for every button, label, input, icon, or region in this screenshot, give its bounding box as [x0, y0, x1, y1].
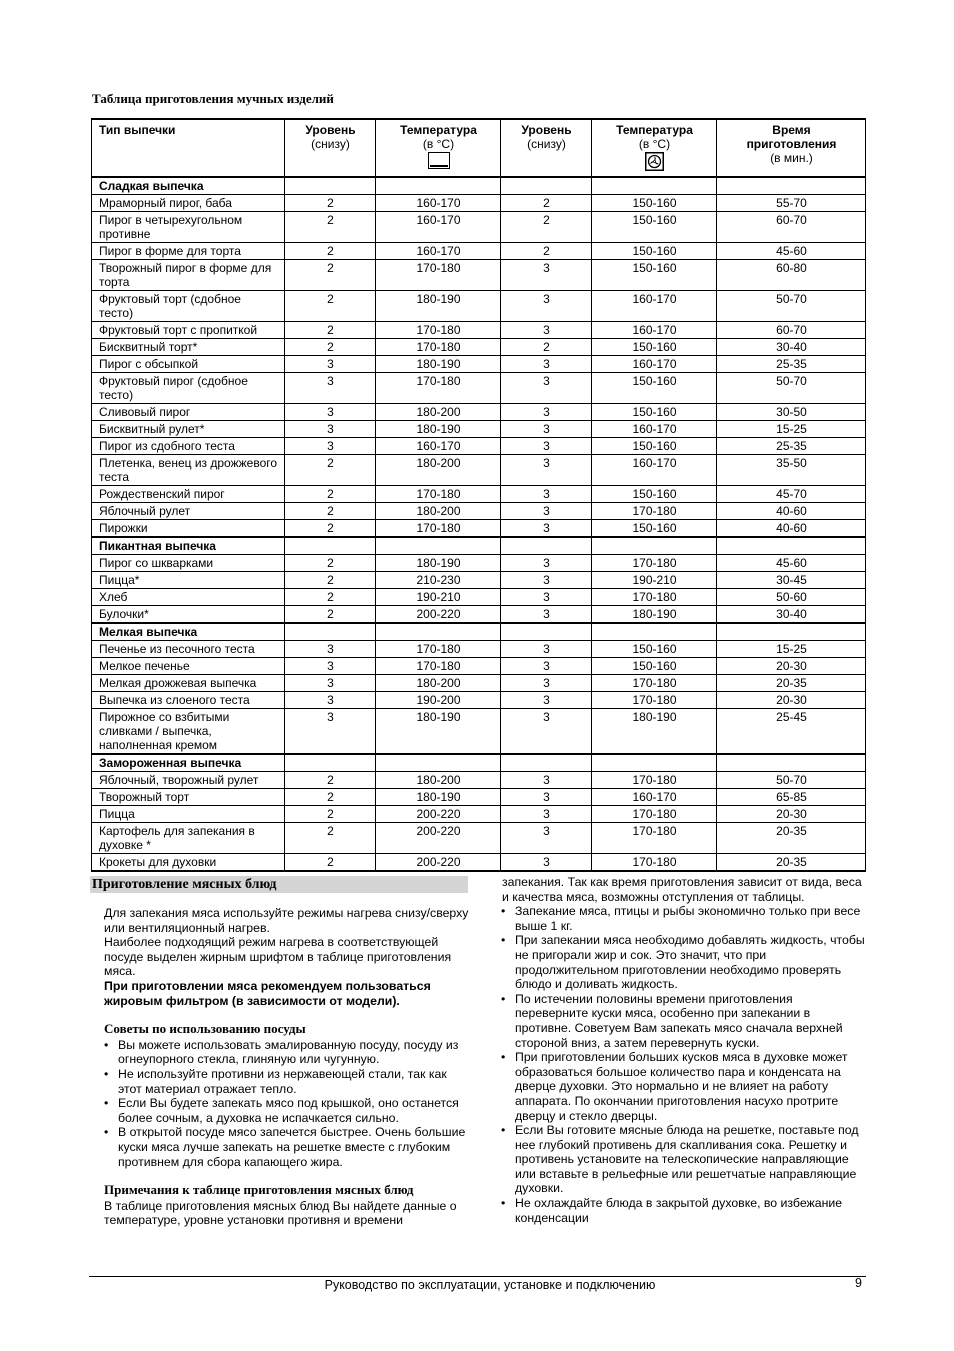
table-cell: 160-170	[592, 789, 717, 806]
table-cell: 2	[285, 589, 376, 606]
table-cell: 15-25	[717, 641, 866, 658]
table-cell: 180-190	[376, 291, 501, 322]
table-cell: 170-180	[376, 486, 501, 503]
table-cell	[592, 537, 717, 555]
table-cell: 3	[285, 438, 376, 455]
table-group-row	[92, 754, 866, 772]
table-cell: 50-70	[717, 772, 866, 789]
baking-table	[91, 118, 866, 872]
table-group-row	[92, 537, 866, 555]
table-cell	[501, 623, 592, 641]
table-cell: 190-210	[592, 572, 717, 589]
table-row	[92, 486, 866, 503]
table-cell: 3	[501, 356, 592, 373]
table-cell: 2	[285, 260, 376, 291]
row-label: Выпечка из слоеного теста	[92, 692, 285, 709]
table-cell: 3	[501, 503, 592, 520]
table-header-row	[92, 119, 866, 177]
table-cell: 3	[501, 555, 592, 572]
group-name: Мелкая выпечка	[92, 623, 285, 641]
table-cell: 60-70	[717, 322, 866, 339]
table-row	[92, 322, 866, 339]
table-cell: 40-60	[717, 503, 866, 520]
list-item: • Если Вы будете запекать мясо под крышкой, оно останется более сочным, а духовка не испачкается сильно.	[104, 1096, 470, 1125]
row-label: Пирог с обсыпкой	[92, 356, 285, 373]
table-cell: 180-190	[376, 356, 501, 373]
table-cell: 150-160	[592, 373, 717, 404]
header-temp-conventional: Температура (в °C)	[376, 119, 501, 177]
table-cell	[285, 537, 376, 555]
row-label: Бисквитный торт*	[92, 339, 285, 356]
row-label: Фруктовый торт с пропиткой	[92, 322, 285, 339]
table-cell: 65-85	[717, 789, 866, 806]
table-cell	[376, 537, 501, 555]
table-cell: 3	[501, 606, 592, 624]
table-cell	[285, 623, 376, 641]
table-cell	[717, 177, 866, 195]
table-cell: 200-220	[376, 854, 501, 872]
table-cell: 20-30	[717, 692, 866, 709]
table-cell: 3	[501, 641, 592, 658]
table-cell: 2	[285, 322, 376, 339]
notes-title: Примечания к таблице приготовления мясных блюд	[104, 1182, 414, 1198]
table-cell: 2	[501, 243, 592, 260]
table-cell	[376, 623, 501, 641]
table-cell	[717, 537, 866, 555]
table-cell: 20-35	[717, 675, 866, 692]
table-cell: 2	[285, 789, 376, 806]
table-title: Таблица приготовления мучных изделий	[92, 91, 334, 106]
row-label: Пирожки	[92, 520, 285, 538]
table-row	[92, 606, 866, 624]
table-cell: 200-220	[376, 823, 501, 854]
row-label: Печенье из песочного теста	[92, 641, 285, 658]
table-cell: 30-40	[717, 606, 866, 624]
right-column	[501, 875, 866, 1225]
table-cell: 2	[285, 486, 376, 503]
table-cell: 170-180	[376, 658, 501, 675]
table-cell: 3	[501, 486, 592, 503]
table-cell: 45-70	[717, 486, 866, 503]
table-cell: 170-180	[592, 772, 717, 789]
table-cell: 160-170	[376, 438, 501, 455]
intro-paragraph-2: Наиболее подходящий режим нагрева в соответствующей посуде выделен жирным шрифтом в таблице приготовления мяса.	[104, 935, 452, 979]
table-cell: 170-180	[376, 339, 501, 356]
table-cell: 160-170	[376, 243, 501, 260]
row-label: Фруктовый пирог (сдобное тесто)	[92, 373, 285, 404]
table-cell: 150-160	[592, 243, 717, 260]
table-cell: 60-80	[717, 260, 866, 291]
row-label: Картофель для запекания в духовке *	[92, 823, 285, 854]
table-cell: 3	[501, 789, 592, 806]
intro-paragraph-1: Для запекания мяса используйте режимы нагрева снизу/сверху или вентиляционный нагрев.	[104, 906, 469, 935]
table-cell	[717, 623, 866, 641]
notes-text: В таблице приготовления мясных блюд Вы найдете данные о температуре, уровне установки противня и времени	[104, 1198, 457, 1228]
list-item: • Если Вы готовите мясные блюда на решетке, поставьте под нее глубокий противень для скапливания сока. Решетку и противень установите на телескопические направляющие или вставьте в рельефные или решетчатые направляющие духовки.	[501, 1123, 866, 1196]
table-row	[92, 572, 866, 589]
row-label: Яблочный, творожный рулет	[92, 772, 285, 789]
list-item: • Не используйте противни из нержавеющей стали, так как этот материал отражает тепло.	[104, 1067, 470, 1096]
table-cell: 2	[285, 212, 376, 243]
header-level-fan: Уровень (снизу)	[501, 119, 592, 177]
list-item: • По истечении половины времени приготовления переверните куски мяса, особенно при запекании в противне. Советуем Вам запекать мясо сначала верхней стороной вниз, а затем перевернуть куски.	[501, 992, 866, 1050]
table-row	[92, 641, 866, 658]
table-cell: 3	[285, 709, 376, 755]
table-cell	[285, 177, 376, 195]
row-label: Мелкая дрожжевая выпечка	[92, 675, 285, 692]
table-cell: 150-160	[592, 658, 717, 675]
table-cell: 3	[501, 322, 592, 339]
table-cell: 2	[285, 243, 376, 260]
table-cell: 170-180	[376, 520, 501, 538]
table-cell: 2	[501, 195, 592, 212]
table-cell	[592, 754, 717, 772]
row-label: Пирог в форме для торта	[92, 243, 285, 260]
table-row	[92, 589, 866, 606]
header-temp-fan: Температура (в °C)	[592, 119, 717, 177]
header-time: Время приготовления (в мин.)	[717, 119, 866, 177]
table-cell: 3	[501, 572, 592, 589]
table-cell: 2	[285, 572, 376, 589]
table-cell: 25-45	[717, 709, 866, 755]
table-cell: 15-25	[717, 421, 866, 438]
table-cell: 2	[285, 520, 376, 538]
table-cell: 2	[285, 823, 376, 854]
table-row	[92, 260, 866, 291]
table-group-row	[92, 623, 866, 641]
row-label: Мраморный пирог, баба	[92, 195, 285, 212]
table-cell: 25-35	[717, 438, 866, 455]
table-cell: 3	[285, 675, 376, 692]
table-cell: 180-190	[376, 709, 501, 755]
row-label: Пирог в четырехугольном противне	[92, 212, 285, 243]
table-cell	[501, 537, 592, 555]
table-row	[92, 772, 866, 789]
row-label: Пирожное со взбитыми сливками / выпечка, наполненная кремом	[92, 709, 285, 755]
list-item: • При запекании мяса необходимо добавлять жидкость, чтобы не пригорали жир и сок. Это значит, что при продолжительном приготовлении необходимо проверять блюдо и доливать жидкость.	[501, 933, 866, 991]
table-row	[92, 692, 866, 709]
table-cell: 170-180	[592, 503, 717, 520]
tips-list	[104, 1038, 470, 1169]
table-cell: 3	[501, 421, 592, 438]
table-cell: 150-160	[592, 212, 717, 243]
row-label: Сливовый пирог	[92, 404, 285, 421]
table-cell: 3	[501, 772, 592, 789]
table-cell: 3	[501, 520, 592, 538]
table-cell: 20-35	[717, 823, 866, 854]
table-cell: 200-220	[376, 806, 501, 823]
table-cell: 2	[285, 806, 376, 823]
table-cell: 2	[285, 455, 376, 486]
table-cell: 3	[501, 589, 592, 606]
table-cell: 40-60	[717, 520, 866, 538]
table-cell: 2	[285, 854, 376, 872]
list-item: • Не охлаждайте блюда в закрытой духовке, во избежание конденсации	[501, 1196, 866, 1225]
table-cell: 45-60	[717, 243, 866, 260]
table-cell: 2	[285, 503, 376, 520]
table-cell: 180-190	[592, 606, 717, 624]
table-cell: 180-190	[376, 789, 501, 806]
group-name: Сладкая выпечка	[92, 177, 285, 195]
table-cell: 170-180	[376, 260, 501, 291]
table-cell: 3	[501, 823, 592, 854]
table-cell: 3	[501, 404, 592, 421]
table-cell: 3	[501, 455, 592, 486]
table-cell: 3	[501, 291, 592, 322]
table-cell: 180-190	[376, 421, 501, 438]
table-cell	[285, 754, 376, 772]
table-row	[92, 339, 866, 356]
list-item: • В открытой посуде мясо запечется быстрее. Очень большие куски мяса лучше запекать на решетке вместе с глубоким противнем для сбора капающего жира.	[104, 1125, 470, 1169]
row-label: Пицца*	[92, 572, 285, 589]
footer-text: Руководство по эксплуатации, установке и подключению	[324, 1278, 656, 1292]
table-cell: 150-160	[592, 438, 717, 455]
table-cell: 180-200	[376, 404, 501, 421]
table-cell: 3	[501, 373, 592, 404]
table-cell: 45-60	[717, 555, 866, 572]
table-cell: 170-180	[592, 555, 717, 572]
header-type: Тип выпечки	[92, 119, 285, 177]
list-item: • Вы можете использовать эмалированную посуду, посуду из огнеупорного стекла, глиняную или чугунную.	[104, 1038, 470, 1067]
table-row	[92, 709, 866, 755]
table-cell: 3	[285, 658, 376, 675]
table-row	[92, 789, 866, 806]
table-row	[92, 806, 866, 823]
table-cell: 2	[501, 212, 592, 243]
table-row	[92, 455, 866, 486]
table-row	[92, 675, 866, 692]
table-cell: 30-50	[717, 404, 866, 421]
table-cell: 30-45	[717, 572, 866, 589]
table-cell: 20-30	[717, 658, 866, 675]
table-cell: 160-170	[376, 195, 501, 212]
intro-bold-note: При приготовлении мяса рекомендуем пользоваться жировым фильтром (в зависимости от модели).	[104, 978, 431, 1008]
row-label: Хлеб	[92, 589, 285, 606]
table-cell: 190-210	[376, 589, 501, 606]
table-cell	[592, 623, 717, 641]
table-cell: 150-160	[592, 520, 717, 538]
table-row	[92, 195, 866, 212]
table-cell: 3	[501, 854, 592, 872]
table-cell: 180-200	[376, 675, 501, 692]
table-cell: 50-60	[717, 589, 866, 606]
table-cell: 3	[285, 692, 376, 709]
list-item: • Запекание мяса, птицы и рыбы экономично только при весе выше 1 кг.	[501, 904, 866, 933]
section-title-meat: Приготовление мясных блюд	[92, 877, 277, 892]
group-name: Замороженная выпечка	[92, 754, 285, 772]
row-label: Творожный торт	[92, 789, 285, 806]
table-row	[92, 503, 866, 520]
table-cell: 2	[285, 195, 376, 212]
table-cell: 160-170	[592, 356, 717, 373]
table-cell: 160-170	[592, 455, 717, 486]
table-cell	[501, 754, 592, 772]
row-label: Фруктовый торт (сдобное тесто)	[92, 291, 285, 322]
table-cell: 180-200	[376, 455, 501, 486]
conventional-heating-icon	[428, 152, 450, 169]
table-cell: 3	[285, 404, 376, 421]
meat-tips-list	[501, 904, 866, 1225]
table-cell	[592, 177, 717, 195]
table-cell: 210-230	[376, 572, 501, 589]
table-row	[92, 438, 866, 455]
footer-divider	[89, 1276, 866, 1277]
table-cell: 3	[501, 260, 592, 291]
table-row	[92, 555, 866, 572]
table-cell	[376, 754, 501, 772]
table-cell: 2	[285, 339, 376, 356]
table-row	[92, 520, 866, 538]
table-cell: 150-160	[592, 260, 717, 291]
row-label: Булочки*	[92, 606, 285, 624]
table-cell: 3	[501, 438, 592, 455]
table-cell: 160-170	[592, 291, 717, 322]
table-cell: 3	[285, 421, 376, 438]
table-cell: 3	[501, 692, 592, 709]
table-cell: 3	[501, 658, 592, 675]
table-cell: 20-30	[717, 806, 866, 823]
table-cell	[501, 177, 592, 195]
group-name: Пикантная выпечка	[92, 537, 285, 555]
fan-heating-icon	[645, 152, 664, 171]
row-label: Пирог из сдобного теста	[92, 438, 285, 455]
table-cell: 160-170	[592, 421, 717, 438]
table-cell: 170-180	[592, 806, 717, 823]
table-cell: 160-170	[376, 212, 501, 243]
row-label: Мелкое печенье	[92, 658, 285, 675]
table-row	[92, 373, 866, 404]
table-row	[92, 291, 866, 322]
table-cell	[717, 754, 866, 772]
table-cell: 180-190	[592, 709, 717, 755]
row-label: Рождественский пирог	[92, 486, 285, 503]
row-label: Бисквитный рулет*	[92, 421, 285, 438]
table-cell: 170-180	[592, 854, 717, 872]
table-cell: 20-35	[717, 854, 866, 872]
table-row	[92, 658, 866, 675]
row-label: Яблочный рулет	[92, 503, 285, 520]
table-cell: 2	[501, 339, 592, 356]
table-group-row	[92, 177, 866, 195]
table-cell: 150-160	[592, 404, 717, 421]
table-cell: 170-180	[376, 373, 501, 404]
table-cell: 25-35	[717, 356, 866, 373]
table-cell: 30-40	[717, 339, 866, 356]
row-label: Творожный пирог в форме для торта	[92, 260, 285, 291]
table-row	[92, 421, 866, 438]
table-cell: 50-70	[717, 373, 866, 404]
table-cell: 160-170	[592, 322, 717, 339]
table-cell: 2	[285, 772, 376, 789]
table-cell: 2	[285, 606, 376, 624]
table-cell: 170-180	[376, 641, 501, 658]
table-cell: 50-70	[717, 291, 866, 322]
table-cell: 3	[501, 806, 592, 823]
table-cell: 190-200	[376, 692, 501, 709]
table-cell: 3	[285, 356, 376, 373]
table-cell: 3	[285, 641, 376, 658]
table-cell: 60-70	[717, 212, 866, 243]
table-cell: 150-160	[592, 339, 717, 356]
table-cell: 150-160	[592, 195, 717, 212]
table-cell: 35-50	[717, 455, 866, 486]
table-row	[92, 243, 866, 260]
row-label: Пицца	[92, 806, 285, 823]
table-cell: 170-180	[592, 823, 717, 854]
table-cell: 3	[501, 675, 592, 692]
table-cell: 170-180	[376, 322, 501, 339]
table-cell: 150-160	[592, 641, 717, 658]
table-cell: 170-180	[592, 675, 717, 692]
right-intro: запекания. Так как время приготовления зависит от вида, веса и качества мяса, возможны отступления от таблицы.	[502, 875, 862, 904]
table-row	[92, 823, 866, 854]
table-cell: 2	[285, 291, 376, 322]
table-cell: 180-200	[376, 503, 501, 520]
table-cell: 2	[285, 555, 376, 572]
row-label: Пирог со шкварками	[92, 555, 285, 572]
table-row	[92, 404, 866, 421]
table-cell: 55-70	[717, 195, 866, 212]
row-label: Крокеты для духовки	[92, 854, 285, 872]
list-item: • При приготовлении больших кусков мяса в духовке может образоваться большое количество пара и конденсата на дверце духовки. Это нормально и не влияет на работу аппарата. По окончании приготовления насухо протрите дверцу и стекло дверцы.	[501, 1050, 866, 1123]
table-row	[92, 212, 866, 243]
table-cell: 200-220	[376, 606, 501, 624]
table-row	[92, 854, 866, 872]
table-cell: 3	[285, 373, 376, 404]
page-number: 9	[855, 1276, 862, 1290]
left-column	[104, 906, 470, 1228]
table-cell: 3	[501, 709, 592, 755]
row-label: Плетенка, венец из дрожжевого теста	[92, 455, 285, 486]
table-row	[92, 356, 866, 373]
table-cell	[376, 177, 501, 195]
header-level-conventional: Уровень (снизу)	[285, 119, 376, 177]
table-cell: 180-190	[376, 555, 501, 572]
table-cell: 150-160	[592, 486, 717, 503]
table-cell: 170-180	[592, 692, 717, 709]
table-cell: 180-200	[376, 772, 501, 789]
table-cell: 170-180	[592, 589, 717, 606]
tips-title: Советы по использованию посуды	[104, 1021, 306, 1037]
